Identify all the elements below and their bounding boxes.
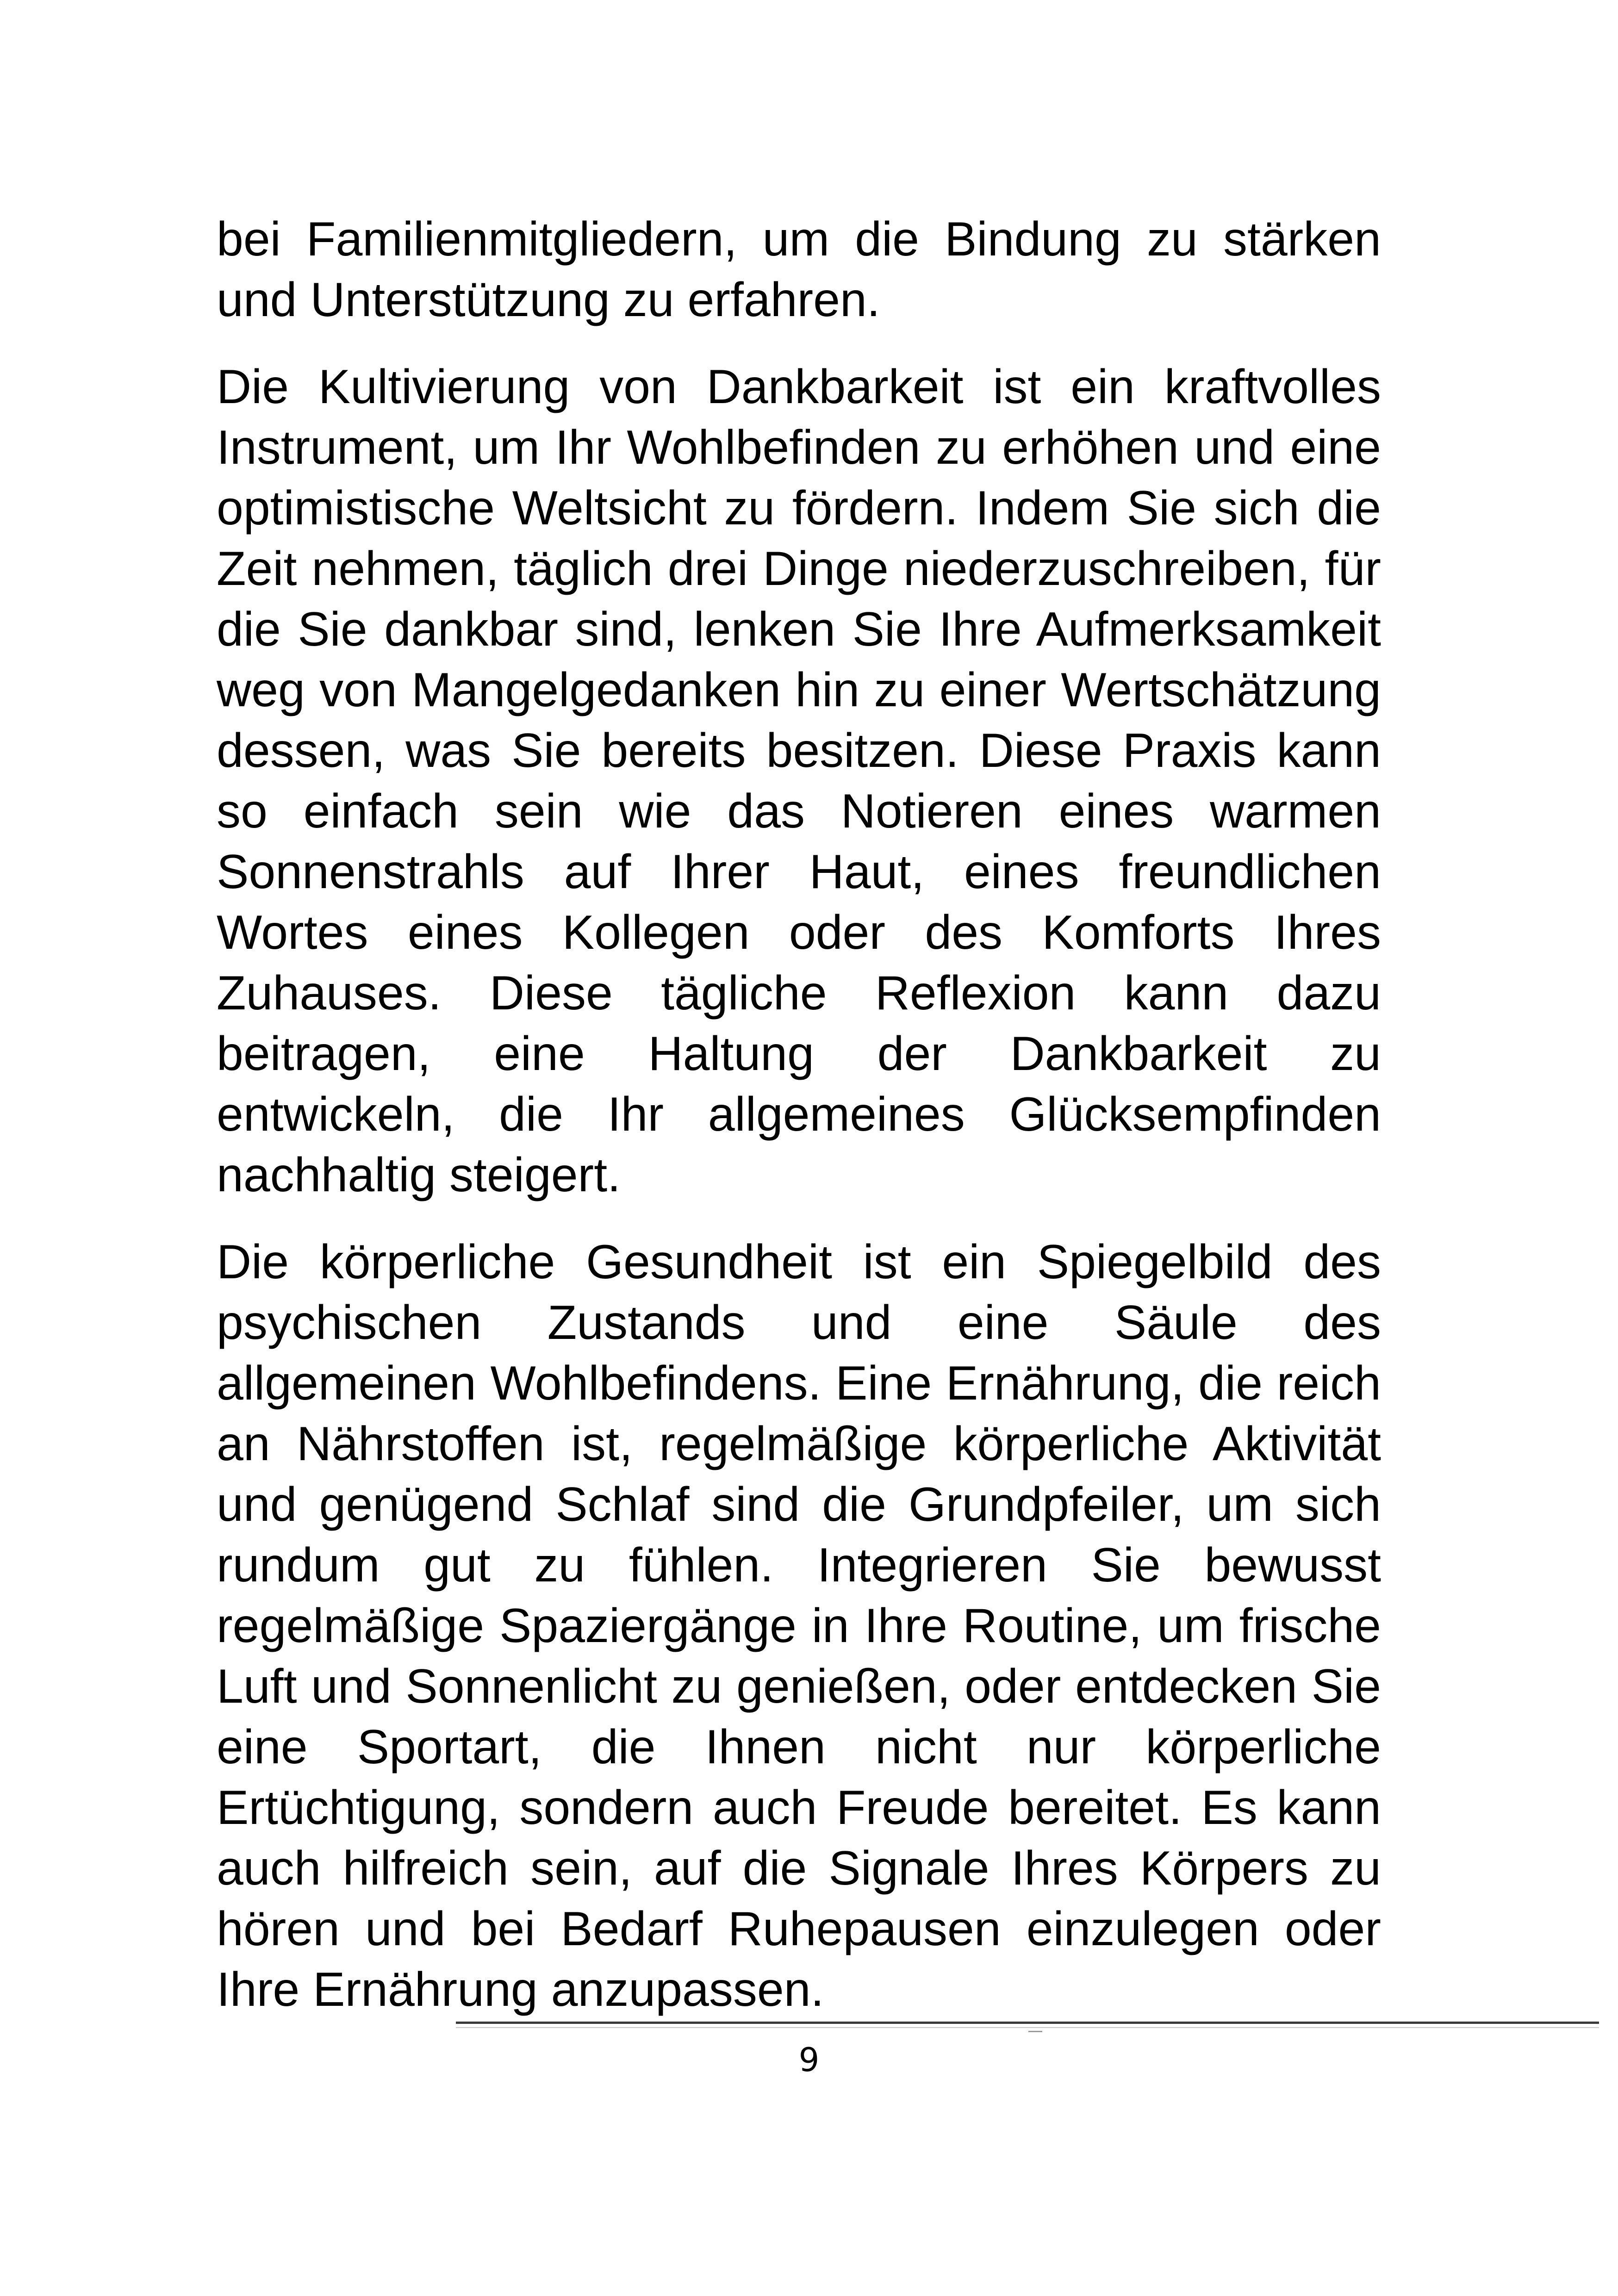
body-text	[217, 209, 1381, 2047]
paragraph-family-support: bei Familienmitgliedern, um die Bindung zu stärken und Unterstützung zu erfahren.	[217, 212, 1381, 327]
page-number: 9	[798, 2041, 820, 2079]
footer-divider	[456, 2022, 1599, 2024]
footer-mark	[1028, 2031, 1042, 2032]
paragraph-physical-health: Die körperliche Gesundheit ist ein Spiegelbild des psychischen Zustands und eine Säule des allgemeinen Wohlbefindens. Eine Ernährung, die reich an Nährstoffen ist, regelmäßige körperliche Aktivität und genügend Schlaf sind die Grundpfeiler, um sich rundum gut zu fühlen. Integrieren Sie bewusst regelmäßige Spaziergänge in Ihre Routine, um frische Luft und Sonnenlicht zu genießen, oder entdecken Sie eine Sportart, die Ihnen nicht nur körperliche Ertüchtigung, sondern auch Freude bereitet. Es kann auch hilfreich sein, auf die Signale Ihres Körpers zu hören und bei Bedarf Ruhepausen einzulegen oder Ihre Ernährung anzupassen.	[217, 1235, 1381, 2016]
footer-divider-shadow	[456, 2027, 1599, 2028]
paragraph-gratitude: Die Kultivierung von Dankbarkeit ist ein kraftvolles Instrument, um Ihr Wohlbefinden zu erhöhen und eine optimistische Weltsicht zu fördern. Indem Sie sich die Zeit nehmen, täglich drei Dinge niederzuschreiben, für die Sie dankbar sind, lenken Sie Ihre Aufmerksamkeit weg von Mangelgedanken hin zu einer Wertschätzung dessen, was Sie bereits besitzen. Diese Praxis kann so einfach sein wie das Notieren eines warmen Sonnenstrahls auf Ihrer Haut, eines freundlichen Wortes eines Kollegen oder des Komforts Ihres Zuhauses. Diese tägliche Reflexion kann dazu beitragen, eine Haltung der Dankbarkeit zu entwickeln, die Ihr allgemeines Glücksempfinden nachhaltig steigert.	[217, 360, 1381, 1202]
